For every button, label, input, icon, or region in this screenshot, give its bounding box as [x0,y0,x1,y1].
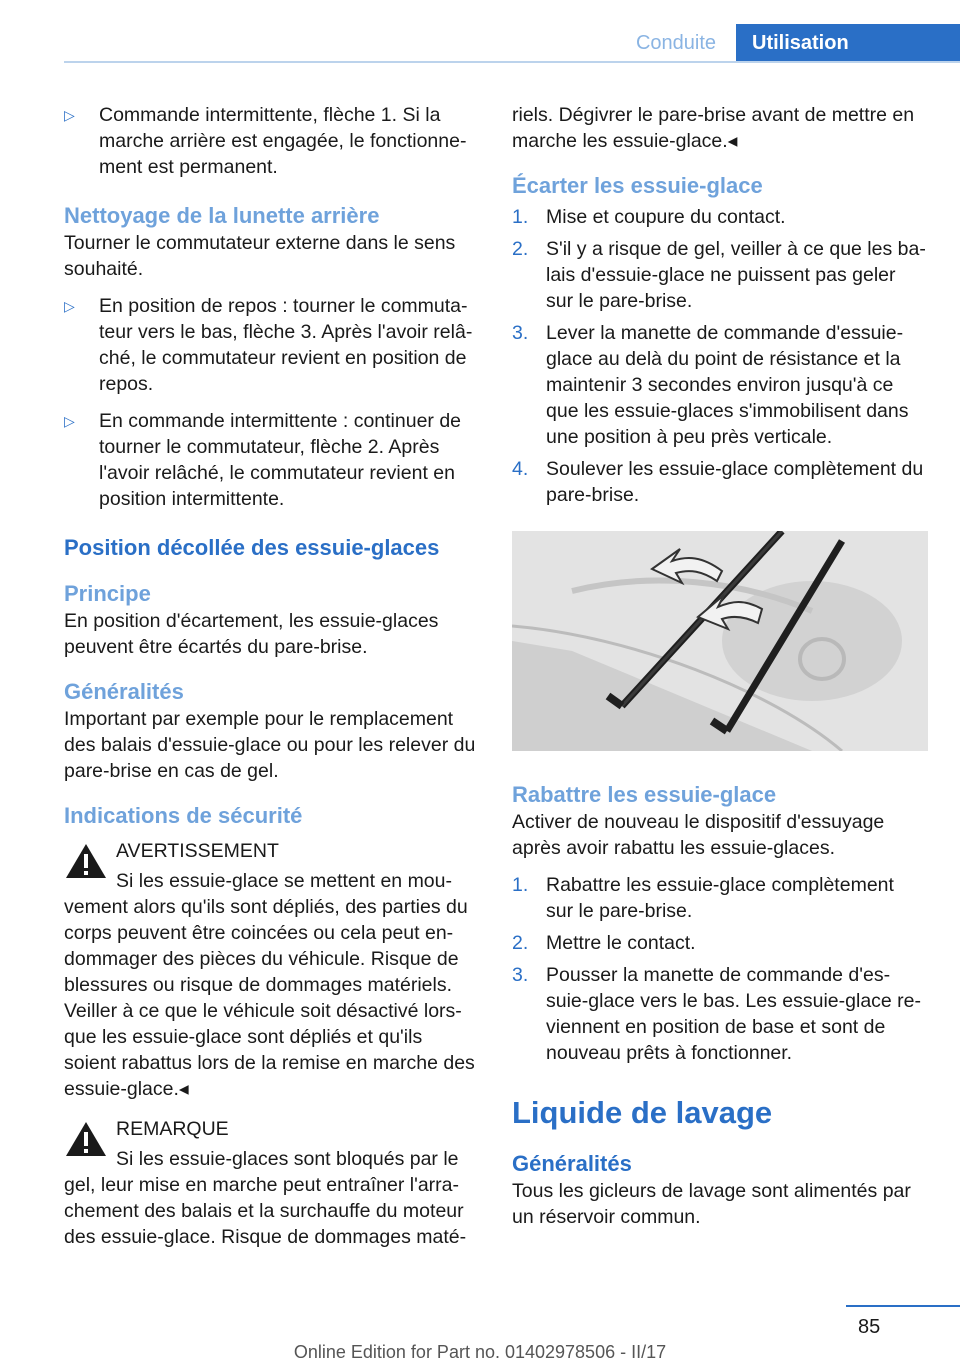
paragraph-generalites: Important par exemple pour le remplacement des balais d'essuie-glace ou pour les relever du pare-brise en cas de gel. [64,708,476,782]
paragraph-continuation: riels. Dégivrer le pare-brise avant de mettre en marche les essuie-glace.◂ [512,104,915,152]
footer-edition: Online Edition for Part no. 01402978506 - II/17 [293,1342,667,1362]
tab-utilisation[interactable]: Utilisation [736,24,960,62]
warning-triangle-icon [64,842,108,880]
bullet-text: En position de repos : tourner le commuta‐teur vers le bas, flèche 3. Après l'avoir relâ‐ché, le commutateur revient en position de repos. [99,295,473,395]
triangle-right-icon: ▷ [64,413,75,429]
list-text: Lever la manette de commande d'essuie-glace au delà du point de résistance et la maintenir 3 secondes environ jusqu'à ce que les essuie-glaces s'immobilisent dans une position à peu près verticale. [546,322,909,448]
list-item [512,236,926,314]
list-item [512,456,926,508]
heading-securite: Indications de sécurité [64,803,303,828]
list-item [512,930,926,956]
list-number: 1. [512,874,529,896]
paragraph-nettoyage: Tourner le commutateur externe dans le sens souhaité. [64,232,456,280]
heading-position-decollee: Position décollée des essuie-glaces [64,535,440,560]
heading-nettoyage: Nettoyage de la lunette arrière [64,203,380,228]
list-number: 1. [512,206,529,228]
paragraph-liquide: Tous les gicleurs de lavage sont alimentés par un réservoir commun. [512,1180,911,1228]
warning-text: vement alors qu'ils sont dépliés, des parties du corps peuvent être coincées ou cela peut en‐dommager des pièces du véhicule. Risque de blessures ou risque de dommages matériels. Veiller à ce que le véhicule soit désactivé lors‐que les essuie-glace sont dépliés et qu'ils soient rabattus lors de la remise en marche des essuie-glace.◂ [64,896,475,1100]
heading-ecarter: Écarter les essuie-glace [512,173,763,198]
paragraph-principe: En position d'écartement, les essuie-glaces peuvent être écartés du pare-brise. [64,610,439,658]
list-item [512,204,926,230]
list-number: 2. [512,238,529,260]
triangle-right-icon: ▷ [64,107,75,123]
list-item [512,962,926,1066]
notice-text: gel, leur mise en marche peut entraîner l'arra‐chement des balais et la surchauffe du moteur des essuie-glace. Risque de dommages maté‐ [64,1174,467,1248]
list-item [512,320,926,450]
heading-rabattre: Rabattre les essuie-glace [512,782,777,807]
right-column [512,102,926,508]
list-text: Mettre le contact. [546,932,696,954]
heading-generalites: Généralités [64,679,184,704]
heading-liquide-lavage: Liquide de lavage [512,1095,773,1130]
bullet-text: Commande intermittente, flèche 1. Si la marche arrière est engagée, le fonctionne‐ment est permanent. [99,104,467,178]
notice-block [64,1116,478,1250]
paragraph-rabattre: Activer de nouveau le dispositif d'essuyage après avoir rabattu les essuie-glaces. [512,811,885,859]
warning-triangle-icon [64,1120,108,1158]
warning-text-first: Si les essuie-glace se mettent en mou‐ [116,870,452,892]
list-number: 3. [512,964,529,986]
list-text: Soulever les essuie-glace complètement du pare-brise. [546,458,924,506]
list-number: 3. [512,322,529,344]
tab-conduite[interactable]: Conduite [635,32,717,54]
bullet-item [64,293,478,397]
heading-principe: Principe [64,581,151,606]
list-number: 2. [512,932,529,954]
right-column-lower [512,781,926,1230]
bullet-item [64,102,478,180]
list-text: Rabattre les essuie-glace complètement sur le pare-brise. [546,874,894,922]
heading-generalites-lavage: Généralités [512,1151,632,1176]
list-text: Pousser la manette de commande d'es‐suie-glace vers le bas. Les essuie-glace re‐viennent en position de base et sont de nouveau prêts à fonctionner. [546,964,922,1064]
notice-title: REMARQUE [116,1118,229,1140]
bullet-item [64,408,478,512]
wiper-raised-illustration [512,531,928,751]
list-number: 4. [512,458,529,480]
list-text: S'il y a risque de gel, veiller à ce que les ba‐lais d'essuie-glace ne puissent pas geler sur le pare-brise. [546,238,926,312]
warning-title: AVERTISSEMENT [116,840,279,862]
triangle-right-icon: ▷ [64,298,75,314]
warning-block [64,838,478,1102]
list-item [512,872,926,924]
header-divider [64,61,960,63]
page-number: 85 [858,1316,881,1338]
list-text: Mise et coupure du contact. [546,206,786,228]
notice-text-first: Si les essuie-glaces sont bloqués par le [116,1148,459,1170]
left-column [64,102,478,1250]
footer-divider [846,1305,960,1307]
bullet-text: En commande intermittente : continuer de tourner le commutateur, flèche 2. Après l'avoir relâché, le commutateur revient en position intermittente. [99,410,462,510]
